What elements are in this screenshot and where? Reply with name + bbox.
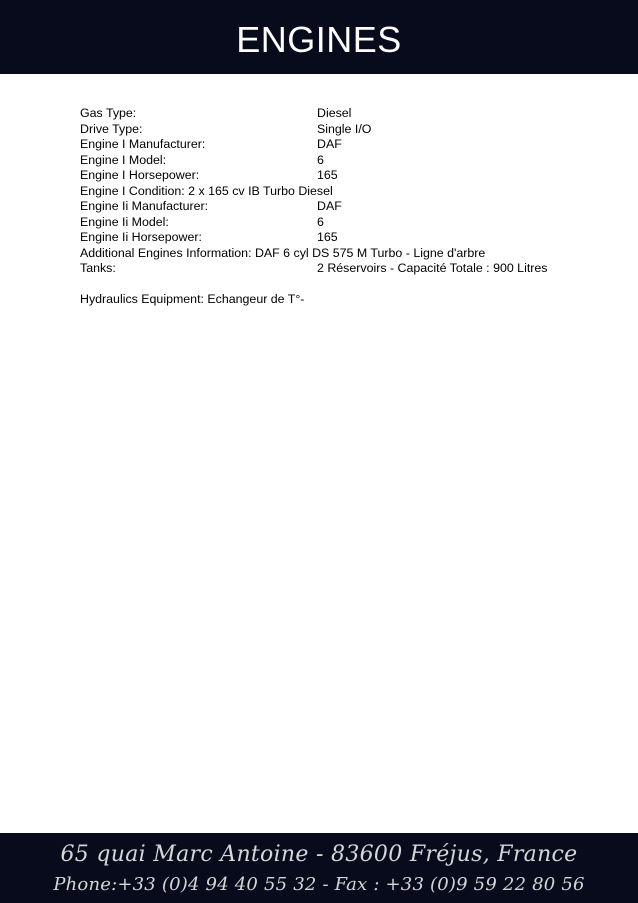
spec-value: 165 <box>317 230 338 244</box>
spec-row-hydraulics <box>80 292 580 308</box>
footer-contact: Phone:+33 (0)4 94 40 55 32 - Fax : +33 (0)9 59 22 80 56 <box>53 874 585 895</box>
engine-specs-list <box>80 106 580 308</box>
spec-value: 6 <box>317 152 324 167</box>
spec-label: Gas Type: <box>80 106 137 120</box>
footer-address: 65 quai Marc Antoine - 83600 Fréjus, France <box>60 842 578 867</box>
spec-label: Engine I Horsepower: <box>80 168 200 182</box>
spec-label: Engine I Manufacturer: <box>80 137 206 151</box>
page-title: ENGINES <box>236 19 402 60</box>
page-footer <box>0 833 638 903</box>
spec-label: Engine Ii Manufacturer: <box>80 199 209 213</box>
spec-row-engine-2-model <box>80 215 580 231</box>
spec-label: Engine Ii Model: <box>80 214 169 229</box>
spec-label: Engine Ii Horsepower: <box>80 230 202 244</box>
spec-value: 2 Réservoirs - Capacité Totale : 900 Litres <box>317 261 548 275</box>
spec-row-engine-1-manufacturer <box>80 137 580 153</box>
spec-row-engine-2-horsepower <box>80 230 580 246</box>
spec-row-drive-type <box>80 122 580 138</box>
spec-value: Diesel <box>317 106 352 120</box>
spec-label: Drive Type: <box>80 121 143 136</box>
spec-value: 165 <box>317 168 338 182</box>
spec-row-additional-engines <box>80 246 580 262</box>
page-header <box>0 0 638 74</box>
spec-value: DAF <box>317 199 342 213</box>
spec-label: Tanks: <box>80 261 116 275</box>
spec-value: 6 <box>317 214 324 229</box>
spec-full-text: Engine I Condition: 2 x 165 cv IB Turbo Diesel <box>80 183 333 198</box>
spec-row-gas-type <box>80 106 580 122</box>
spec-row-engine-1-model <box>80 153 580 169</box>
spec-row-engine-1-horsepower <box>80 168 580 184</box>
spec-value: DAF <box>317 137 342 151</box>
spec-full-text: Additional Engines Information: DAF 6 cyl DS 575 M Turbo - Ligne d'arbre <box>80 245 486 260</box>
spec-label: Engine I Model: <box>80 152 167 167</box>
spec-row-tanks <box>80 261 580 292</box>
spec-row-engine-1-condition <box>80 184 580 200</box>
spec-row-engine-2-manufacturer <box>80 199 580 215</box>
spec-value: Single I/O <box>317 121 372 136</box>
spec-full-text: Hydraulics Equipment: Echangeur de T°- <box>80 292 305 306</box>
